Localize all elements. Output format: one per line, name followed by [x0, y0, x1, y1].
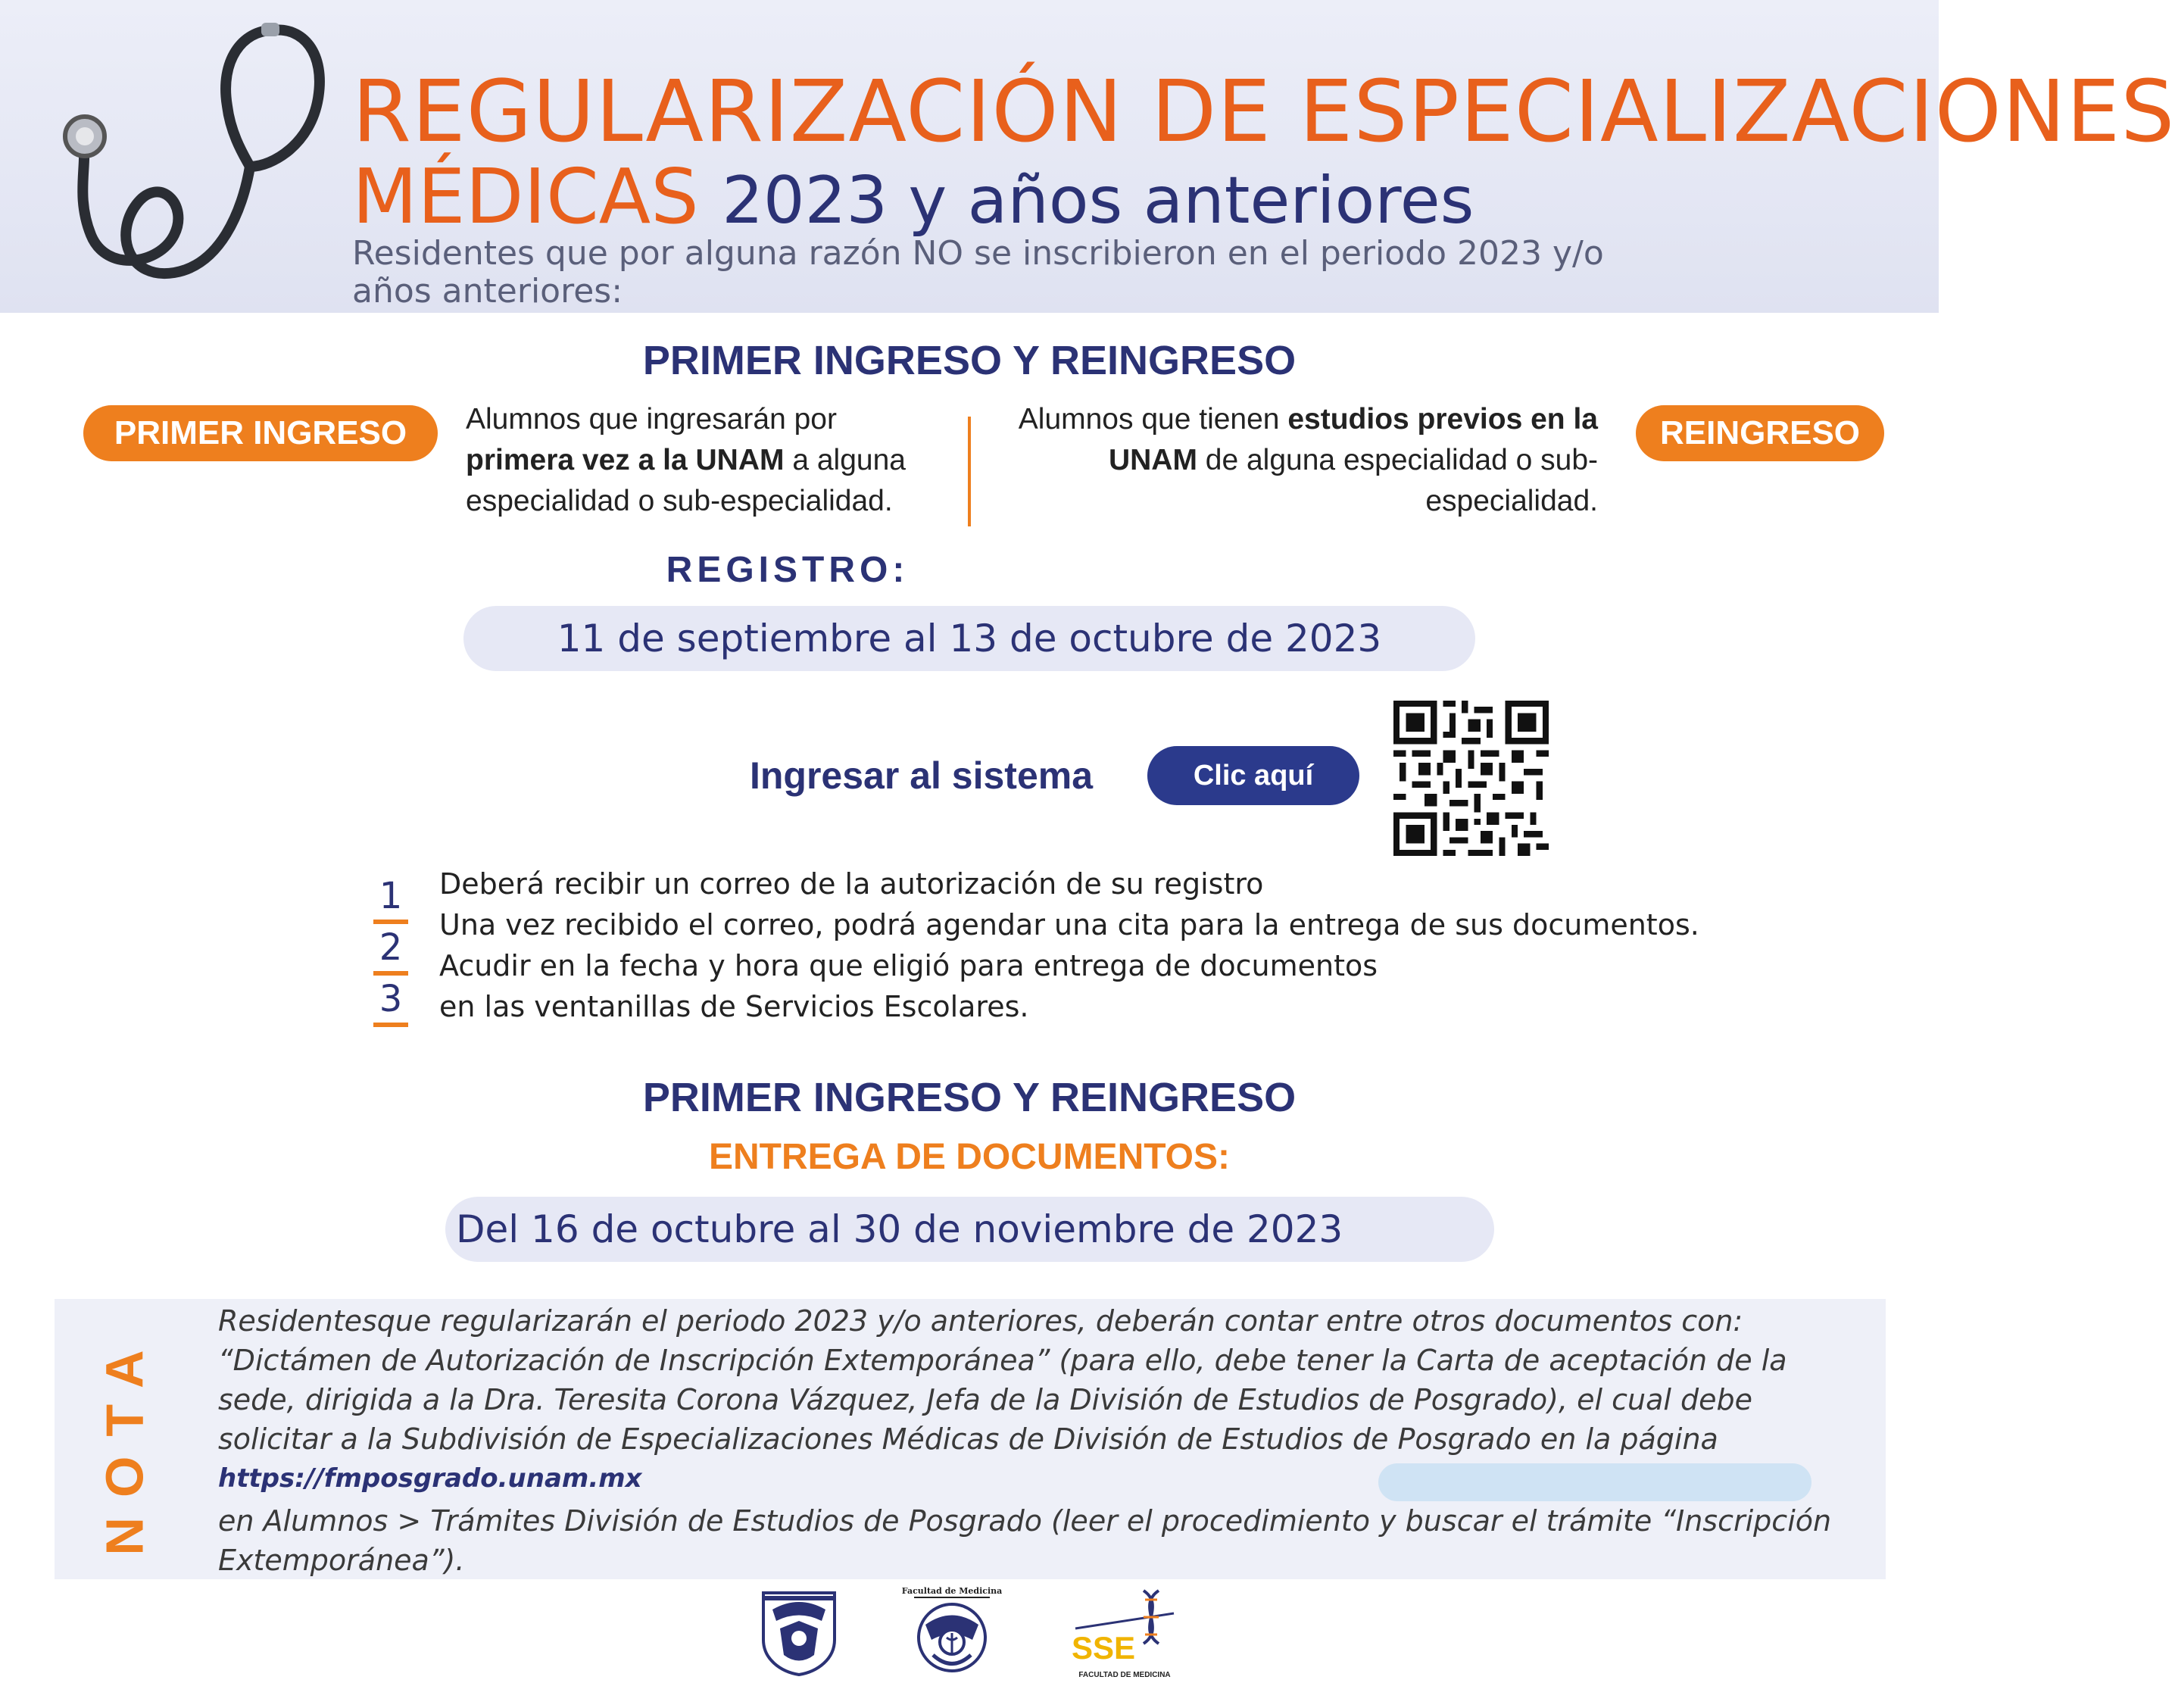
section2-title: PRIMER INGRESO Y REINGRESO [642, 1075, 1297, 1120]
unam-logo-icon [757, 1587, 841, 1678]
primer-text-a: Alumnos que ingresarán por [466, 403, 837, 436]
entrega-label: ENTREGA DE DOCUMENTOS: [708, 1137, 1231, 1177]
sse-caption: FACULTAD DE MEDICINA [1078, 1671, 1171, 1679]
subtitle: Residentes que por alguna razón NO se inscribieron en el periodo 2023 y/o años anteriores: [352, 234, 1604, 311]
registro-dates: 11 de septiembre al 13 de octubre de 2023 [463, 606, 1475, 671]
primer-ingreso-description [466, 399, 943, 522]
reingreso-description [988, 399, 1598, 522]
nota-word: NOTA [95, 1330, 154, 1556]
entrega-dates: Del 16 de octubre al 30 de noviembre de 2023 [445, 1197, 1494, 1262]
reingreso-text-b: de alguna especialidad o sub-especialidad. [1205, 444, 1598, 517]
sse-logo-icon [1060, 1583, 1189, 1681]
title-medicas: MÉDICAS [352, 152, 699, 241]
title-line-2 [352, 152, 1474, 242]
reingreso-badge: REINGRESO [1636, 405, 1884, 461]
step-line: Acudir en la fecha y hora que eligió para entrega de documentos [439, 949, 1378, 982]
nota-paragraph-1: Residentesque regularizarán el periodo 2023 y/o anteriores, deberán contar entre otros documentos con: “Dictámen de Autorización de Inscripción Extemporánea” (para ello, debe tener la Carta de aceptación de la sede, dirigida a la Dra. Teresita Corona Vázquez, Jefa de la División de Estudios de Posgrado), el cual debe solicitar a la Subdivisión de Especializaciones Médicas de División de Estudios de Posgrado en la página [218, 1304, 1787, 1456]
step-number-1: 1 [373, 877, 408, 915]
step-line: en las ventanillas de Servicios Escolares. [439, 990, 1029, 1023]
url-highlight [1378, 1463, 1811, 1501]
registro-label: REGISTRO: [666, 550, 910, 590]
stethoscope-icon [45, 15, 348, 303]
title-year: 2023 y años anteriores [722, 163, 1474, 239]
nota-paragraph-2: en Alumnos > Trámites División de Estudios de Posgrado (leer el procedimiento y buscar el trámite “Inscripción Extemporánea”). [218, 1504, 1832, 1577]
reingreso-text-bold: estudios previos en la UNAM [1108, 403, 1598, 476]
clic-aqui-button[interactable]: Clic aquí [1147, 746, 1359, 805]
ingresar-label: Ingresar al sistema [750, 754, 1094, 797]
nota-label [87, 1318, 163, 1568]
reingreso-text-a: Alumnos que tienen [1018, 403, 1280, 436]
title-line-1: REGULARIZACIÓN DE ESPECIALIZACIONES [352, 63, 2175, 161]
section1-title: PRIMER INGRESO Y REINGRESO [642, 338, 1297, 383]
fm-caption: Facultad de Medicina [901, 1586, 1003, 1596]
fmposgrado-link[interactable]: https://fmposgrado.unam.mx [218, 1463, 642, 1494]
qr-code-icon[interactable] [1393, 701, 1549, 856]
sse-text: SSE [1072, 1630, 1136, 1666]
step-number-3: 3 [373, 980, 408, 1018]
step-number-2: 2 [373, 929, 408, 966]
step-line: Deberá recibir un correo de la autorización de su registro [439, 867, 1264, 901]
primer-text-b: a alguna especialidad o sub-especialidad. [466, 444, 906, 517]
primer-text-bold: primera vez a la UNAM [466, 444, 785, 476]
step-line: Una vez recibido el correo, podrá agendar una cita para la entrega de sus documentos. [439, 908, 1699, 941]
facultad-medicina-logo-icon [903, 1583, 1001, 1681]
column-divider [968, 417, 971, 526]
primer-ingreso-badge: PRIMER INGRESO [83, 405, 438, 461]
